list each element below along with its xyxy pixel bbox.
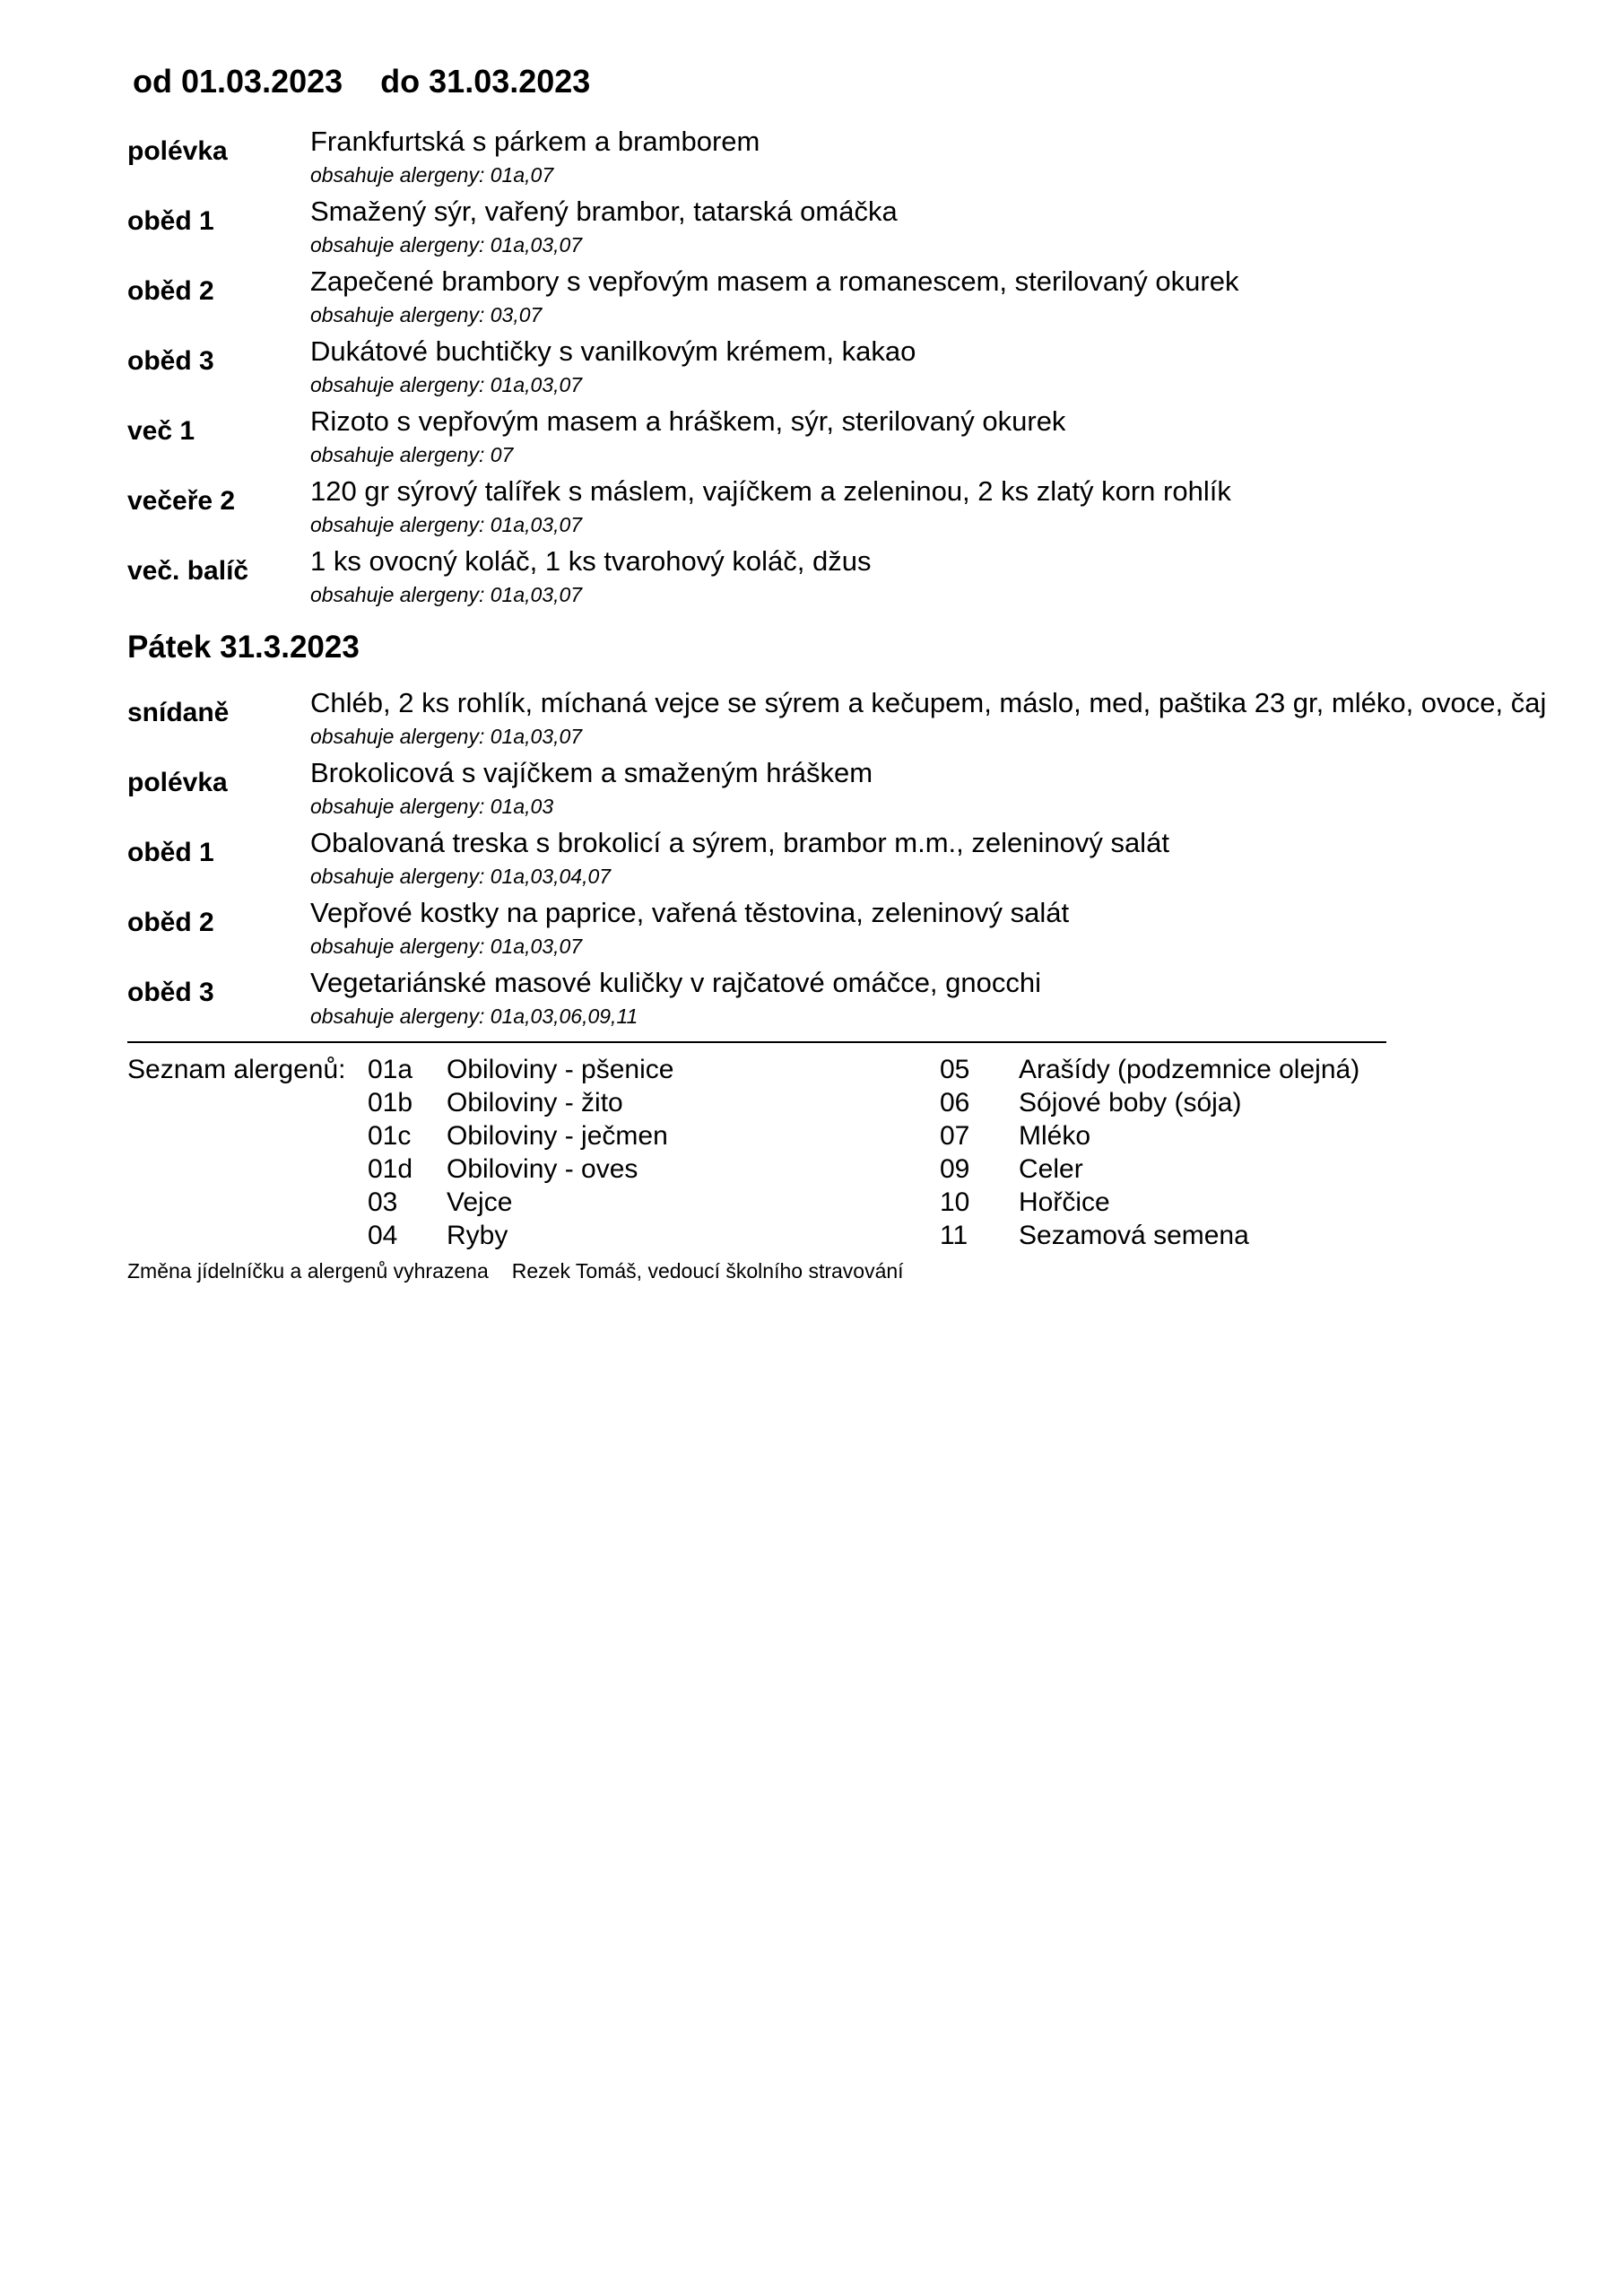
dish-allergens xyxy=(310,513,582,537)
dish-allergens xyxy=(310,795,553,819)
allergen-name: Hořčice xyxy=(1019,1187,1110,1217)
dish-allergens xyxy=(310,443,513,467)
allergens-codes: 01a,03,07 xyxy=(490,233,583,257)
meal-label: oběd 1 xyxy=(127,206,214,236)
meal-label: oběd 1 xyxy=(127,838,214,867)
dish-name: Chléb, 2 ks rohlík, míchaná vejce se sýrem a kečupem, máslo, med, paštika 23 gr, mléko, ovoce, čaj xyxy=(310,687,1547,718)
meal-label: snídaně xyxy=(127,698,230,727)
menu-block-1 xyxy=(127,126,1616,615)
dish-name: Rizoto s vepřovým masem a hráškem, sýr, sterilovaný okurek xyxy=(310,405,1066,437)
period-from: od 01.03.2023 xyxy=(133,63,343,100)
meal-label: oběd 3 xyxy=(127,978,214,1007)
allergen-name: Obiloviny - žito xyxy=(447,1088,623,1118)
allergens-codes: 07 xyxy=(490,443,514,466)
allergens-codes: 01a,03,07 xyxy=(490,935,583,958)
legend-title: Seznam alergenů: xyxy=(127,1055,346,1084)
menu-period xyxy=(133,63,590,100)
menu-row xyxy=(127,897,1616,967)
menu-row xyxy=(127,405,1616,475)
allergens-prefix: obsahuje alergeny: xyxy=(310,583,491,606)
allergen-code: 01c xyxy=(368,1121,412,1151)
allergens-codes: 01a,03,07 xyxy=(490,513,583,536)
allergen-legend xyxy=(127,1055,1562,1270)
footer xyxy=(127,1259,904,1283)
meal-label: več 1 xyxy=(127,416,195,446)
allergens-codes: 01a,03,04,07 xyxy=(490,865,612,888)
dish-name: Brokolicová s vajíčkem a smaženým hráškem xyxy=(310,757,873,788)
dish-name: Obalovaná treska s brokolicí a sýrem, brambor m.m., zeleninový salát xyxy=(310,827,1169,858)
menu-row xyxy=(127,757,1616,827)
allergen-code: 11 xyxy=(940,1221,968,1250)
dish-allergens xyxy=(310,163,553,187)
allergen-code: 10 xyxy=(940,1187,970,1217)
allergens-codes: 01a,07 xyxy=(490,163,554,187)
period-to: do 31.03.2023 xyxy=(380,63,591,100)
allergen-code: 01a xyxy=(368,1055,413,1084)
menu-row xyxy=(127,967,1616,1037)
dish-allergens xyxy=(310,233,582,257)
dish-allergens xyxy=(310,373,582,397)
footer-note: Změna jídelníčku a alergenů vyhrazena xyxy=(127,1259,489,1283)
divider xyxy=(127,1041,1386,1043)
dish-allergens xyxy=(310,725,582,749)
dish-name: Zapečené brambory s vepřovým masem a romanescem, sterilovaný okurek xyxy=(310,265,1239,297)
dish-name: Frankfurtská s párkem a bramborem xyxy=(310,126,760,157)
meal-label: polévka xyxy=(127,768,228,797)
allergens-codes: 01a,03,06,09,11 xyxy=(490,1004,638,1028)
menu-row xyxy=(127,827,1616,897)
meal-label: večeře 2 xyxy=(127,486,236,516)
allergens-prefix: obsahuje alergeny: xyxy=(310,935,491,958)
allergens-prefix: obsahuje alergeny: xyxy=(310,303,491,326)
allergen-name: Obiloviny - pšenice xyxy=(447,1055,674,1084)
allergen-name: Ryby xyxy=(447,1221,508,1250)
allergen-name: Obiloviny - oves xyxy=(447,1154,638,1184)
meal-label: oběd 2 xyxy=(127,908,214,937)
allergen-code: 09 xyxy=(940,1154,970,1184)
allergens-codes: 01a,03,07 xyxy=(490,583,583,606)
meal-label: oběd 2 xyxy=(127,276,214,306)
dish-allergens xyxy=(310,583,582,607)
dish-allergens xyxy=(310,935,582,959)
dish-allergens xyxy=(310,865,611,889)
allergen-name: Celer xyxy=(1019,1154,1083,1184)
allergens-codes: 03,07 xyxy=(490,303,543,326)
allergen-name: Sójové boby (sója) xyxy=(1019,1088,1242,1118)
allergen-name: Sezamová semena xyxy=(1019,1221,1249,1250)
menu-row xyxy=(127,126,1616,196)
menu-row xyxy=(127,687,1616,757)
allergen-code: 07 xyxy=(940,1121,970,1151)
allergens-prefix: obsahuje alergeny: xyxy=(310,443,491,466)
allergen-code: 05 xyxy=(940,1055,970,1084)
menu-row xyxy=(127,196,1616,265)
allergens-prefix: obsahuje alergeny: xyxy=(310,725,491,748)
meal-label: polévka xyxy=(127,136,228,166)
meal-label: oběd 3 xyxy=(127,346,214,376)
dish-name: 120 gr sýrový talířek s máslem, vajíčkem a zeleninou, 2 ks zlatý korn rohlík xyxy=(310,475,1231,507)
day-title: Pátek 31.3.2023 xyxy=(127,630,360,665)
dish-name: Smažený sýr, vařený brambor, tatarská omáčka xyxy=(310,196,898,227)
allergens-prefix: obsahuje alergeny: xyxy=(310,373,491,396)
dish-name: Vepřové kostky na paprice, vařená těstovina, zeleninový salát xyxy=(310,897,1070,928)
menu-row xyxy=(127,335,1616,405)
allergen-code: 01d xyxy=(368,1154,413,1184)
footer-manager: Rezek Tomáš, vedoucí školního stravování xyxy=(511,1259,904,1283)
allergens-codes: 01a,03 xyxy=(490,795,554,818)
dish-allergens xyxy=(310,303,542,327)
allergen-code: 01b xyxy=(368,1088,413,1118)
meal-label: več. balíč xyxy=(127,556,249,586)
dish-allergens xyxy=(310,1004,638,1029)
menu-block-2 xyxy=(127,687,1616,1037)
menu-row xyxy=(127,265,1616,335)
allergens-prefix: obsahuje alergeny: xyxy=(310,163,491,187)
dish-name: 1 ks ovocný koláč, 1 ks tvarohový koláč, džus xyxy=(310,545,872,577)
allergens-prefix: obsahuje alergeny: xyxy=(310,233,491,257)
allergen-name: Obiloviny - ječmen xyxy=(447,1121,668,1151)
allergen-name: Vejce xyxy=(447,1187,513,1217)
dish-name: Vegetariánské masové kuličky v rajčatové omáčce, gnocchi xyxy=(310,967,1042,998)
dish-name: Dukátové buchtičky s vanilkovým krémem, kakao xyxy=(310,335,916,367)
allergen-name: Arašídy (podzemnice olejná) xyxy=(1019,1055,1360,1084)
allergen-name: Mléko xyxy=(1019,1121,1091,1151)
allergen-code: 03 xyxy=(368,1187,398,1217)
menu-row xyxy=(127,545,1616,615)
allergens-codes: 01a,03,07 xyxy=(490,373,583,396)
allergens-prefix: obsahuje alergeny: xyxy=(310,513,491,536)
allergen-code: 06 xyxy=(940,1088,970,1118)
allergens-prefix: obsahuje alergeny: xyxy=(310,795,491,818)
menu-row xyxy=(127,475,1616,545)
allergens-prefix: obsahuje alergeny: xyxy=(310,865,491,888)
allergens-prefix: obsahuje alergeny: xyxy=(310,1004,491,1028)
allergens-codes: 01a,03,07 xyxy=(490,725,583,748)
allergen-code: 04 xyxy=(368,1221,398,1250)
